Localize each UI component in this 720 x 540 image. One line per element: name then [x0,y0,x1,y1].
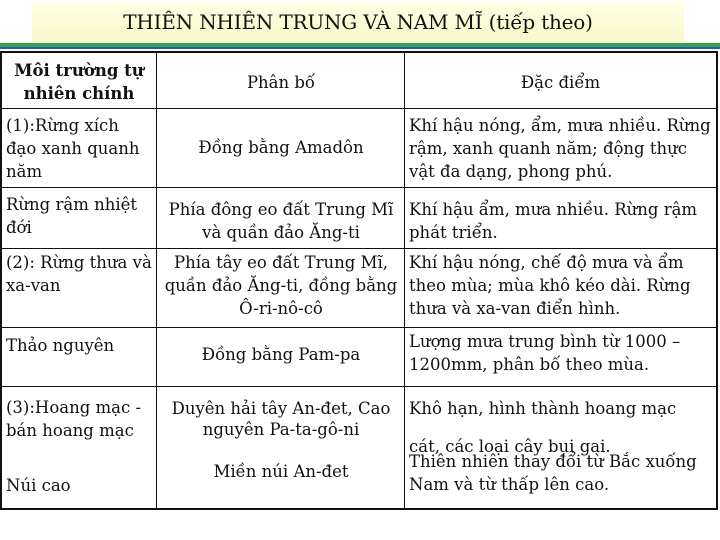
row-1-environment: (1):Rừng xích đạo xanh quanh năm [6,116,140,181]
row-2-distribution: Phía đông eo đất Trung Mĩ và quần đảo Ăng-ti [168,200,394,242]
title-bar [32,2,684,42]
header-distribution: Phân bố [246,73,316,92]
row-3-characteristics: Khí hậu nóng, chế độ mưa và ẩm theo mùa; mùa khô kéo dài. Rừng thưa và xa-van điển hình. [409,253,691,318]
row-6-environment: Núi cao [6,476,71,495]
row-4-distribution: Đồng bằng Pam-pa [201,345,361,364]
row-1-characteristics: Khí hậu nóng, ẩm, mưa nhiều. Rừng rậm, xanh quanh năm; động thực vật đa dạng, phong phú. [409,116,711,181]
row-6-distribution: Miền núi An-đet [213,462,349,481]
row-3-environment: (2): Rừng thưa và xa-van [6,253,152,295]
row-5-distribution: Duyên hải tây An-đet, Cao nguyên Pa-ta-gô-ni [171,399,391,439]
row-2-characteristics: Khí hậu ẩm, mưa nhiều. Rừng rậm phát triển. [409,200,698,242]
header-characteristics: Đặc điểm [520,73,601,92]
row-4-environment: Thảo nguyên [6,336,115,355]
row-6-characteristics: Thiên nhiên thay đổi từ Bắc xuống Nam và từ thấp lên cao. [409,452,697,494]
row-3-distribution: Phía tây eo đất Trung Mĩ, quần đảo Ăng-ti, đồng bằng Ô-ri-nô-cô [164,253,398,318]
row-5-characteristics: Khô hạn, hình thành hoang mạc cát, các loại cây bụi gai. [409,399,677,456]
row-1-distribution: Đồng bằng Amadôn [198,138,364,157]
page-title: THIÊN NHIÊN TRUNG VÀ NAM MĨ (tiếp theo) [123,10,593,34]
title-underline-blue [0,47,720,49]
row-4-characteristics: Lượng mưa trung bình từ 1000 – 1200mm, phân bố theo mùa. [409,332,681,374]
header-environment: Môi trường tự nhiên chính [14,61,144,103]
row-5-environment: (3):Hoang mạc - bán hoang mạc [6,398,142,440]
row-2-environment: Rừng rậm nhiệt đới [6,195,138,237]
